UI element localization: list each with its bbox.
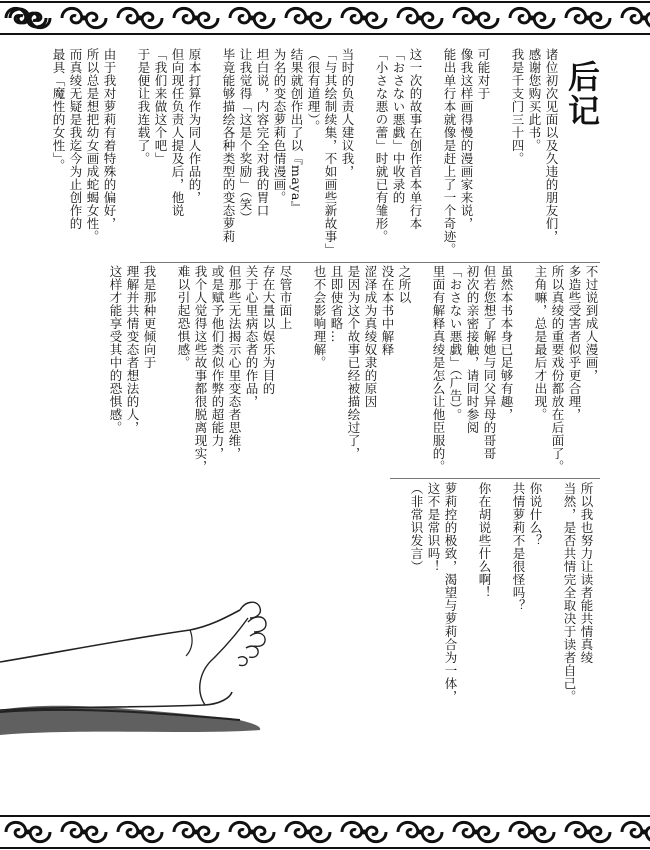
text-line: 没在本书中解释 xyxy=(380,265,395,356)
text-line: 也不会影响理解。 xyxy=(312,265,327,369)
text-line: （很有道理）。 xyxy=(306,48,321,133)
text-line xyxy=(516,265,531,269)
text-line: 毕竟能够描绘各种类型的变态萝莉 xyxy=(221,48,236,243)
afterword-text-block-1 xyxy=(40,48,560,258)
text-line: 虽然本书本身已足够有趣， xyxy=(499,265,514,421)
text-line: 你在胡说些什么啊！ xyxy=(477,482,492,599)
text-line: 所以总是想把幼女画成蛇蝎女性。 xyxy=(85,48,100,243)
text-line xyxy=(545,482,560,486)
text-line: 存在大量以娱乐为目的 xyxy=(261,265,276,395)
text-line: 原本打算作为同人作品的， xyxy=(187,48,202,204)
text-line: 让我觉得「这是个奖励」（笑） xyxy=(238,48,253,224)
text-line: 「与其绘制续集，不如画些新故事」 xyxy=(323,48,338,256)
divider-line-1 xyxy=(140,262,600,263)
text-line: 里面有解释真绫是怎么让他臣服的。 xyxy=(431,265,446,473)
text-line: 或是赋予他们类似作弊的超能力， xyxy=(210,265,225,460)
text-line: 我是千支门三十四。 xyxy=(510,48,525,165)
page-title: 后记 xyxy=(563,60,601,128)
text-line: 「おさない悪戯」（广告）。 xyxy=(448,265,463,422)
text-line xyxy=(493,48,508,52)
text-line: 涩泽成为真绫奴隶的原因 xyxy=(363,265,378,408)
text-line: 于是便让我连载了。 xyxy=(136,48,151,165)
text-line: 理解并共情变态者想法的人， xyxy=(125,265,140,434)
text-line xyxy=(425,48,440,52)
afterword-text-block-2 xyxy=(100,265,600,480)
text-line: 但向现任负责人提及后，他说 xyxy=(170,48,185,217)
text-line: 所以我也努力让读者能共情真绫 xyxy=(579,482,594,664)
text-line: 我是那种更倾向于 xyxy=(142,265,157,369)
text-line: 这一次的故事在创作首本单行本 xyxy=(408,48,423,230)
text-line: 像我这样画得慢的漫画家来说， xyxy=(459,48,474,230)
text-line: 我个人觉得这些故事都很脱离现实， xyxy=(193,265,208,473)
text-line xyxy=(295,265,310,269)
text-line: 关于心里病态者的作品， xyxy=(244,265,259,408)
text-line: 不过说到成人漫画， xyxy=(584,265,599,382)
text-line: 共情萝莉不是很怪吗？ xyxy=(511,482,526,612)
text-line: 「小さな悪の蕾」时就已有雏形。 xyxy=(374,48,389,243)
text-line: （非常识发言） xyxy=(409,482,424,573)
afterword-text-block-3 xyxy=(390,482,595,703)
text-line: 是因为这个故事已经被描绘过了， xyxy=(346,265,361,460)
text-line: 最具「魔性的女性」。 xyxy=(51,48,66,172)
text-line: 但若您想了解她与同父异母的哥哥 xyxy=(482,265,497,460)
text-line: 所以真绫的重要戏份都放在后面了。 xyxy=(550,265,565,473)
text-line: 初次的亲密接触，请同时参阅 xyxy=(465,265,480,434)
text-line: 这样才能享受其中的恐惧感。 xyxy=(108,265,123,434)
text-line: 「おさない悪戯」中收录的 xyxy=(391,48,406,204)
text-line xyxy=(494,482,509,486)
text-line: 坦白说，内容完全对我的胃口 xyxy=(255,48,270,217)
text-line xyxy=(119,48,134,52)
text-line: 「我们来做这个吧」 xyxy=(153,48,168,165)
text-line: 结果就创作出了以『maya』 xyxy=(289,48,304,214)
text-line: 由于我对萝莉有着特殊的偏好， xyxy=(102,48,117,230)
divider-line-2 xyxy=(390,478,600,479)
text-line: 而真绫无疑是我迄今为止创作的 xyxy=(68,48,83,230)
text-line xyxy=(357,48,372,52)
text-line xyxy=(204,48,219,52)
text-line: 当然，是否共情完全取决于读者自己。 xyxy=(562,482,577,703)
bare-foot-illustration xyxy=(0,560,320,810)
top-ornamental-border xyxy=(0,0,650,36)
text-line: 多造些受害者似乎更合理， xyxy=(567,265,582,421)
text-line: 且即使省略… xyxy=(329,265,344,343)
text-line: 能出单行本就像是赶上了一个奇迹。 xyxy=(442,48,457,256)
text-line xyxy=(414,265,429,269)
text-line: 萝莉控的极致，渴望与萝莉合为一体， xyxy=(443,482,458,703)
text-line: 这不是常识吗！ xyxy=(426,482,441,573)
text-line: 主角嘛，总是最后才出现。 xyxy=(533,265,548,421)
bottom-ornamental-border xyxy=(0,814,650,850)
text-line: 你说什么？ xyxy=(528,482,543,547)
text-line: 诸位初次见面以及久违的朋友们， xyxy=(544,48,559,243)
text-line: 难以引起恐惧感。 xyxy=(176,265,191,369)
text-line: 尽管市面上 xyxy=(278,265,293,330)
text-line: 当时的负责人建议我， xyxy=(340,48,355,178)
text-line: 但那些无法揭示心里变态者思维， xyxy=(227,265,242,460)
text-line xyxy=(159,265,174,269)
text-line: 之所以 xyxy=(397,265,412,304)
text-line: 为名的变态萝莉色情漫画。 xyxy=(272,48,287,204)
text-line: 可能对于 xyxy=(476,48,491,100)
text-line xyxy=(460,482,475,486)
text-line: 感谢您购买此书。 xyxy=(527,48,542,152)
